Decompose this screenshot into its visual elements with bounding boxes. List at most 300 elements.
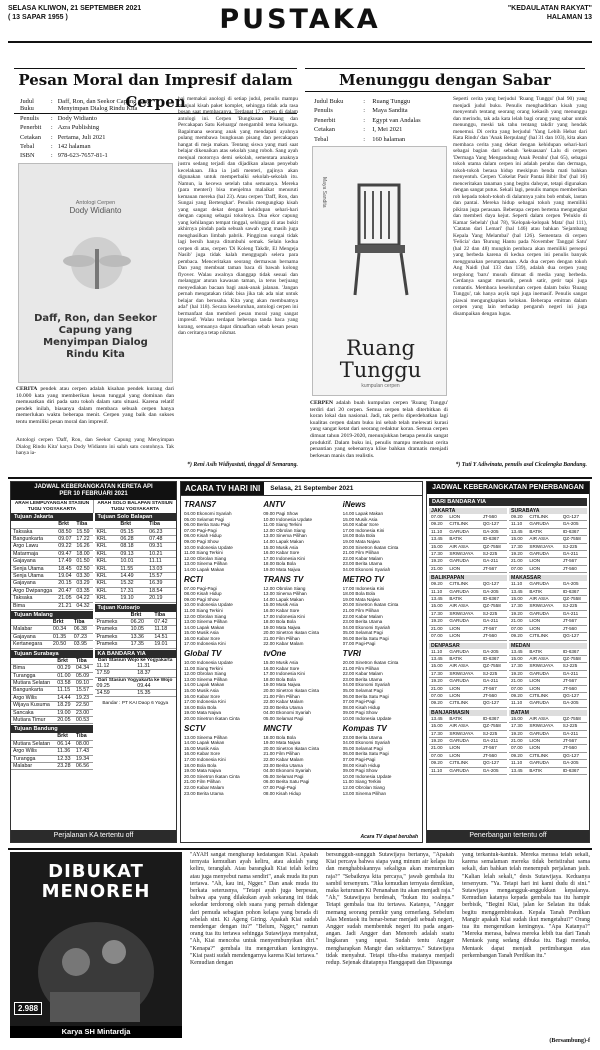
flight-cell: LION xyxy=(447,685,480,692)
sec-ka-bandara: KA BANDARA YIA xyxy=(95,650,177,658)
flight-cell: BATIK xyxy=(447,716,480,723)
table-cell: 20.05 xyxy=(55,716,74,723)
flight-cell: GARUDA xyxy=(527,610,560,617)
flight-row xyxy=(429,633,507,640)
flight-cell: QZ-7558 xyxy=(481,723,507,730)
flight-cell: 19.20 xyxy=(429,737,447,744)
table-cell: KRL xyxy=(95,528,119,535)
flight-cell: SRIWIJAYA xyxy=(447,670,480,677)
cover-series: Antologi Cerpen xyxy=(75,200,116,206)
table-cell: Prameks xyxy=(95,626,129,633)
flight-cell: SRIWIJAYA xyxy=(447,551,480,558)
table-cell: KRL xyxy=(95,587,119,594)
program-line: 09.00 Pagi Show xyxy=(263,511,299,516)
flight-row xyxy=(429,558,507,565)
table-cell: 18.37 xyxy=(135,670,176,677)
flight-table xyxy=(509,514,587,573)
flight-cell: 15.00 xyxy=(429,603,447,610)
station-lempuyangan: ARAH LEMPUYANGAN STASIUN TUGU YOGYAKARTA xyxy=(11,500,94,513)
flight-cell: JT-567 xyxy=(481,625,507,632)
flight-row xyxy=(429,716,507,723)
city-header: BALIKPAPAN xyxy=(429,575,507,581)
flight-cell: GA-205 xyxy=(561,581,587,588)
ka-from-2: Dari Stasiun Yogyakarta ke Wojo xyxy=(98,677,173,683)
meta-key: ISBN xyxy=(20,152,35,160)
table-cell: Argo Wilis xyxy=(11,694,55,701)
header-rule xyxy=(8,41,592,43)
channel-logo: TVRI xyxy=(342,649,361,659)
serial-col3: yang terkantuk-kantuk. Mereka merasa telah sekali, karena semalaman mereka tidak beristirahat sama sekali, dan bahkan telah menempuh perjalanan jauh. "Kalian lelah sekali," desis Sutawijaya. Keduanya tersenyum. "Ya. Tetapi hari ini kami dudu di sini." Sutawijaya mengangguk-anggukkan kepalanya. Kemudian katanya kepada gembala tua itu hampir berbisik, "Begini Kiai, jalan ke Selatan itu tidak begitu menggembirakan. Kepala Tanah Perdikan Mangir apakah Kiai sudah ikut mengetahui?" Orang tua itu mengerutkan keningnya. "Apa Katanya?" "Mereka merasa, bahwa mereka lebih tua dari Tanah Mentaok yang sedang dibuka itu. Bagi mereka, Mentaok dapat menjadi pertimbangan atas perkembangan Tanah Perdikan itu." xyxy=(462,852,590,959)
flight-cell: AIR ASIA xyxy=(527,655,560,662)
meta-value: Daff, Ron, dan Seekor Capung yang Menyimpan Dialog Rindu Kita xyxy=(57,98,151,113)
program-line: 12.00 Obrolan Siang xyxy=(263,585,306,591)
flight-row xyxy=(509,655,587,662)
flight-row xyxy=(429,678,507,685)
solo-block xyxy=(95,513,177,770)
flight-row xyxy=(509,543,587,550)
flight-cell: LION xyxy=(447,752,480,759)
program-line: 18.00 Bola Bola xyxy=(184,762,217,768)
program-line: 12.00 Obrolan Siang xyxy=(263,527,306,533)
table-cell: Gajayana xyxy=(11,558,56,565)
flight-cell: 13.45 xyxy=(509,649,527,656)
table-row xyxy=(11,755,93,762)
flight-cell: 13.45 xyxy=(429,716,447,723)
program-line: 20.00 Sinetron Ikatan Cinta xyxy=(263,630,320,636)
flight-cell: 11.10 xyxy=(509,700,527,707)
flight-cell: 21.00 xyxy=(509,618,527,625)
program-line: 15.00 Musik Asia xyxy=(184,688,219,694)
flight-cell: LION xyxy=(447,565,480,572)
section-rule xyxy=(8,477,592,479)
program-line: 09.00 Pagi Show xyxy=(342,768,378,774)
table-row xyxy=(95,683,177,690)
program-line: 16.00 Kabar Sore xyxy=(184,635,221,641)
program-line: 12.00 Obrolan Siang xyxy=(184,613,227,619)
cover-author: Dody Widianto xyxy=(69,206,122,215)
program-line: 13.00 Sinema Pilihan xyxy=(342,790,387,796)
table-cell: 10.21 xyxy=(147,550,176,557)
channel-logo: iNews xyxy=(342,500,366,509)
dragonfly-illustration xyxy=(19,223,173,313)
flight-cell: 17.30 xyxy=(509,603,527,610)
table-cell: 08.50 xyxy=(56,528,74,535)
flight-cell: 09.20 xyxy=(509,692,527,699)
flight-row xyxy=(509,588,587,595)
flight-row xyxy=(509,685,587,692)
flight-cell: CITILINK xyxy=(447,700,480,707)
tv-grid xyxy=(181,496,422,798)
flight-cell: 21.00 xyxy=(429,565,447,572)
flight-row xyxy=(429,521,507,528)
program-line: 18.00 Bola Bola xyxy=(263,676,296,682)
flight-cell: 11.10 xyxy=(429,649,447,656)
flight-cell: AIR ASIA xyxy=(447,663,480,670)
flight-cell: GARUDA xyxy=(447,649,480,656)
flight-cell: QG-127 xyxy=(561,752,587,759)
flight-row xyxy=(429,596,507,603)
flight-cell: CITILINK xyxy=(527,514,560,521)
flight-row xyxy=(509,625,587,632)
table-cell: 09.10 xyxy=(74,679,93,686)
flight-cell: BATIK xyxy=(447,596,480,603)
flight-cell: 19.20 xyxy=(429,618,447,625)
program-line: 13.00 Sinema Pilihan xyxy=(184,734,228,740)
table-row xyxy=(95,565,177,572)
sec-bandung: Tujuan Bandung xyxy=(11,725,93,733)
flight-cell: SJ-225 xyxy=(481,670,507,677)
flight-grid xyxy=(427,494,589,777)
program-line: 18.00 Bola Bola xyxy=(184,704,217,710)
program-line: 04.00 Ekonomi Syariah xyxy=(342,740,391,746)
table-cell: 15.32 xyxy=(118,580,147,587)
flight-cell: JT-567 xyxy=(561,558,587,565)
program-line: 16.00 Kabar Sore xyxy=(342,522,379,528)
flight-cell: GA-211 xyxy=(481,678,507,685)
flight-table xyxy=(509,716,587,775)
flight-row xyxy=(429,565,507,572)
channel-logo: MNCTV xyxy=(263,723,292,733)
program-line: 14.00 Lapak Makan xyxy=(342,511,384,516)
table-cell: 05.15 xyxy=(118,528,147,535)
flight-row xyxy=(509,678,587,685)
meta-key: Tebal xyxy=(314,135,329,143)
program-line: 09.00 Pagi Show xyxy=(184,538,219,544)
flight-row xyxy=(509,723,587,730)
table-cell: 14.59 xyxy=(95,689,136,696)
flight-cell: LION xyxy=(527,685,560,692)
channel-logo: TRANS TV xyxy=(263,574,304,584)
flight-row xyxy=(509,730,587,737)
program-line: 05.00 Selamat Pagi xyxy=(184,516,225,522)
table-cell: 03.58 xyxy=(55,679,74,686)
table-cell: 07.48 xyxy=(147,536,176,543)
table-header xyxy=(11,521,93,528)
flight-row xyxy=(429,528,507,535)
table-cell: 17.59 xyxy=(95,670,136,677)
table-cell: 11.31 xyxy=(135,663,176,670)
flight-cell: BATIK xyxy=(527,588,560,595)
flight-row xyxy=(429,730,507,737)
flight-row xyxy=(509,752,587,759)
program-line: 19.00 Mata Najwa xyxy=(342,538,380,544)
flight-cell: 15.00 xyxy=(429,723,447,730)
table-cell: 14.51 xyxy=(152,633,176,640)
program-line: 06.00 Berita Satu Pagi xyxy=(263,779,310,785)
table-cell: 09.47 xyxy=(56,550,74,557)
flight-row xyxy=(429,655,507,662)
flight-row xyxy=(429,685,507,692)
table-row xyxy=(11,687,93,694)
channel-logo: SCTV xyxy=(184,723,206,733)
flight-cell: JT-567 xyxy=(561,737,587,744)
flight-cell: JT-567 xyxy=(561,678,587,685)
table-cell: Prameks xyxy=(95,641,129,648)
flight-cell: 15.00 xyxy=(509,716,527,723)
program-line: 04.00 Ekonomi Syariah xyxy=(342,682,391,688)
table-row xyxy=(11,565,93,572)
table-cell: 11.36 xyxy=(55,748,74,755)
flight-cell: GA-211 xyxy=(561,551,587,558)
table-row xyxy=(95,626,177,633)
table-cell: 11.18 xyxy=(152,626,176,633)
flight-row xyxy=(509,649,587,656)
flight-cell: 09.20 xyxy=(509,514,527,521)
table-cell: 08.00 xyxy=(74,740,93,747)
flight-row xyxy=(509,663,587,670)
flight-cell: 17.30 xyxy=(429,730,447,737)
review1-title: Pesan Moral dan Impresif dalam Cerpen xyxy=(14,68,297,114)
table-cell: KRL xyxy=(95,558,119,565)
col-header: Brkt xyxy=(118,521,147,528)
flight-title: JADWAL KEBERANGKATAN PENERBANGAN xyxy=(427,482,589,494)
city-header: JAKARTA xyxy=(429,508,507,514)
cover-author: Maya Sandita xyxy=(321,177,327,208)
table-row xyxy=(11,709,93,716)
flight-cell: JT-560 xyxy=(481,514,507,521)
flight-row xyxy=(509,610,587,617)
flight-cell: ID-6367 xyxy=(481,596,507,603)
program-line: 11.00 Siang Terkini xyxy=(342,779,382,785)
flight-cell: SRIWIJAYA xyxy=(527,603,560,610)
flight-cell: LION xyxy=(527,678,560,685)
table-cell: 00.53 xyxy=(74,716,93,723)
flight-cell: 07.00 xyxy=(429,692,447,699)
review1-body: hai memakai anologi di setiap judul, penulis mampu menjual kisah paket komplet, sehingga tidak ada rasa bosan saat membacanya. Terdapat 17 cerpen di dalam antologi ini. Cerpen 'Bungkusan Pisang dan Percakapan Satu Keluarga' mengambil tema keluarga. Bagaimana seorang anak yang mendapati ayahnya pulang membawa bungkusan pisang dan percakapan hangat di meja makan. Tentang siswa yang mati saat belajar dikenaikan atas sekolah yang roboh. Sang ayah menjual motornya demi sekolah, sementara anaknya justru sedang terjadi dan dijadikan alasan penyebab kecelakaan. Jika ia jadi menteri, gajinya akan digunakan untuk memperbaiki sekolah-sekolah itu. Namun, ia kecewa setelah tahu semuanya. Mereka (para menteri) bisa menjelma malaikat menuruti kemauan mereka (hal 23). Atau cerpen 'Daff, Ron, dan Sungai yang Bertengkar'. Penulis mengungkap kisah yang sangat dekat dengan kehidupan sehari-hari dengan capung sebagai tokohnya. Dua ekor capung yang kehilangan tempat tinggal, sehingga di atas bukit akhirnya pindah pada sebuah sawah yang masih juga menghasilkan limbah pabrik. Pinggiran sungai tidak lagi bersih hanya ditumbuhi semak. Selain kedua cerpen di atas, cerpen 'Di Koleng Takdir, El Mengeja Nasib' juga tidak kalah menggugah selera para pembaca. Menceritakan seorang dermawan bernama Dan yang membuat taman baca di bawah kolong flyover. Walau awalnya dianggap tidak sesuai dan melanggar aturan kawasan taman, ia terus berjuang menyediakan bacaan bagi anak-anak jalanan. 'Jangan pernah mengatakan tidak bisa jika tak ada niat untuk belajar dan berusaha. Kita yang akan membuatnya ada!' (hal 118). Secara keseluruhan, antologi cerpen ini bermanfaat dan memberi pesan moral yang sangat impresif. Walau terdapat beberapa tanda baca yang kurang, semuanya dapat dimaafkan sebab kesan pesan dan ceritanya tetap nikmat. xyxy=(178,96,298,336)
channel-logo: tvOne xyxy=(263,649,286,659)
col-header xyxy=(11,521,56,528)
city-header: SURABAYA xyxy=(509,508,587,514)
program-line: 18.00 Bola Bola xyxy=(342,533,376,539)
flight-cell: GA-205 xyxy=(481,649,507,656)
meta-key: Cetakan xyxy=(20,133,41,141)
flight-cell: AIR ASIA xyxy=(527,716,560,723)
table-cell: 01.50 xyxy=(74,558,92,565)
program-line: 06.00 Berita Satu Pagi xyxy=(184,522,230,528)
table-cell: 19.04 xyxy=(56,573,74,580)
review2-caption xyxy=(310,400,448,472)
flight-columns xyxy=(429,506,587,775)
table-row xyxy=(11,536,93,543)
flight-row xyxy=(429,588,507,595)
flight-row xyxy=(429,723,507,730)
train-note: Bandar : PT KAI Daop 6 Yogya xyxy=(102,701,169,707)
table-cell: 19.10 xyxy=(118,595,147,602)
flight-row xyxy=(429,625,507,632)
flight-cell: QG-127 xyxy=(481,521,507,528)
table-cell: 22.50 xyxy=(74,702,93,709)
flight-cell: 17.30 xyxy=(429,610,447,617)
program-line: 05.00 Selamat Pagi xyxy=(263,716,304,721)
flight-cell: AIR ASIA xyxy=(447,543,480,550)
flight-cell: LION xyxy=(527,565,560,572)
program-line: 08.00 Kisah Hidup xyxy=(184,591,222,597)
channel-logo: METRO TV xyxy=(342,574,384,584)
episode-number: 2.988 xyxy=(14,1002,42,1015)
table-cell: 15.57 xyxy=(74,687,93,694)
program-line: 05.00 Selamat Pagi xyxy=(342,688,383,694)
serial-continued: (Bersambung)-f xyxy=(549,1038,590,1044)
program-line: 13.00 Sinema Pilihan xyxy=(184,619,228,625)
flight-cell: 07.00 xyxy=(509,685,527,692)
program-line: 11.00 Siang Terkini xyxy=(184,550,223,556)
flight-cell: 09.20 xyxy=(429,760,447,767)
program-line: 07.00 Pagi-Pagi xyxy=(342,699,376,705)
program-line: 05.00 Selamat Pagi xyxy=(342,745,383,751)
flight-cell: 17.30 xyxy=(429,551,447,558)
program-line: 13.00 Sinema Pilihan xyxy=(184,676,228,682)
program-line: 16.00 Kabar Sore xyxy=(184,693,221,699)
flight-cell: JT-560 xyxy=(561,565,587,572)
program-line: 12.00 Obrolan Siang xyxy=(184,671,227,677)
program-line: 07.00 Pagi-Pagi xyxy=(184,585,217,591)
flight-row xyxy=(429,603,507,610)
table-cell: 02.50 xyxy=(74,565,92,572)
flight-cell: CITILINK xyxy=(447,521,480,528)
table-row xyxy=(95,619,177,626)
flight-cell: BATIK xyxy=(447,536,480,543)
program-line: 17.00 Indonesia Kini xyxy=(184,756,226,762)
flight-cell: SJ-225 xyxy=(561,723,587,730)
program-line: 22.00 Kabar Malam xyxy=(342,671,383,677)
flight-cell: QG-127 xyxy=(481,581,507,588)
review2-title: Menunggu dengan Sabar xyxy=(305,68,585,92)
flight-cell: 11.10 xyxy=(509,581,527,588)
program-line: 17.00 Indonesia Kini xyxy=(263,555,305,561)
review2-signature: *) Tuti Y Adiwinata, penulis asal Cicalengka Bandung. xyxy=(455,462,587,468)
col-header: Brkt xyxy=(56,521,74,528)
ka-from: Dari Stasiun Wojo ke Yogyakarta xyxy=(98,657,173,663)
col-header: Tiba xyxy=(74,521,92,528)
table-row xyxy=(11,762,93,769)
cover-subtitle: kumpulan cerpen xyxy=(361,383,400,389)
flight-row xyxy=(509,692,587,699)
table-row xyxy=(11,602,93,609)
program-line: 14.00 Lapak Makan xyxy=(184,624,225,630)
city-header: MEDAN xyxy=(509,643,587,649)
program-line: 22.00 Kabar Malam xyxy=(263,756,304,762)
flight-cell: SRIWIJAYA xyxy=(527,723,560,730)
table-row xyxy=(11,740,93,747)
flight-cell: QZ-7558 xyxy=(561,655,587,662)
col-header: Tiba xyxy=(74,658,93,665)
program-line: 10.00 Indonesia Update xyxy=(184,660,233,666)
program-line: 22.00 Kabar Malam xyxy=(342,613,383,619)
program-line: 23.00 Berita Utama xyxy=(342,734,383,740)
table-cell: 13.36 xyxy=(129,633,153,640)
cover-title: Ruang Tunggu xyxy=(339,336,422,382)
flight-cell: ID-6367 xyxy=(481,716,507,723)
flight-cell: 19.20 xyxy=(509,610,527,617)
table-cell: 14.44 xyxy=(55,694,74,701)
table-cell: Matarmaja xyxy=(11,550,56,557)
flight-cell: LION xyxy=(447,633,480,640)
malang-table xyxy=(11,619,93,649)
col-header: Brkt xyxy=(51,619,72,626)
flight-cell: JT-560 xyxy=(561,625,587,632)
flight-cell: AIR ASIA xyxy=(447,603,480,610)
program-line: 20.00 Sinetron Ikatan Cinta xyxy=(342,660,399,666)
table-cell: 00.34 xyxy=(51,626,72,633)
flight-cell: LION xyxy=(447,514,480,521)
table-row xyxy=(95,670,177,677)
program-line: 20.00 Sinetron Ikatan Cinta xyxy=(263,688,320,694)
program-line: 11.00 Siang Terkini xyxy=(263,522,302,528)
date-line: SELASA KLIWON, 21 SEPTEMBER 2021 xyxy=(8,5,142,12)
flight-row xyxy=(429,752,507,759)
station-solo: ARAH SOLO BALAPAN STASIUN TUGU YOGYAKARTA xyxy=(97,501,173,512)
program-line: 04.00 Ekonomi Syariah xyxy=(342,566,391,572)
flight-table xyxy=(429,581,507,640)
program-line: 22.00 Kabar Malam xyxy=(263,641,304,647)
program-line: 18.00 Bola Bola xyxy=(263,619,296,625)
program-line: 15.00 Musik Asia xyxy=(263,602,299,608)
flight-cell: 07.00 xyxy=(509,745,527,752)
table-cell: Taksaka xyxy=(11,595,56,602)
flight-cell: GARUDA xyxy=(527,670,560,677)
flight-cell: GA-211 xyxy=(561,730,587,737)
table-row xyxy=(95,573,177,580)
table-row xyxy=(11,573,93,580)
flight-cell: SRIWIJAYA xyxy=(527,543,560,550)
flight-cell: CITILINK xyxy=(527,752,560,759)
flight-cell: 21.00 xyxy=(429,625,447,632)
table-row xyxy=(11,626,93,633)
table-cell: 01.00 xyxy=(55,672,74,679)
table-cell: 07.23 xyxy=(72,633,93,640)
program-line: 13.00 Sinema Pilihan xyxy=(184,561,228,567)
sec-malang: Tujuan Malang xyxy=(11,611,93,619)
table-row xyxy=(95,528,177,535)
tv-column xyxy=(184,498,260,796)
flight-cell: QZ-7558 xyxy=(481,663,507,670)
meta-value: 978-623-7657-81-1 xyxy=(57,152,108,160)
col-header xyxy=(11,733,55,740)
flight-row xyxy=(429,551,507,558)
flight-cell: ID-6367 xyxy=(561,528,587,535)
flight-cell: SRIWIJAYA xyxy=(447,610,480,617)
cover-title: Daff, Ron, dan Seekor Capung yang Menyimpan Dialog Rindu Kita xyxy=(34,313,157,360)
flight-cell: GARUDA xyxy=(527,521,560,528)
city-header: BATAM xyxy=(509,710,587,716)
flight-row xyxy=(509,521,587,528)
city-header: BANJARMASIN xyxy=(429,710,507,716)
flight-cell: CITILINK xyxy=(527,633,560,640)
ka-bandara-table xyxy=(95,663,177,678)
program-line: 17.00 Indonesia Kini xyxy=(263,671,305,677)
program-line: 06.00 Berita Satu Pagi xyxy=(342,693,389,699)
serial-col1: "AYAH sangat mengharap kedatangan Kiai. Apakah ternyata kemudian ayah keliru, atau akulah yang keliru, teranglah. Atau barangkali Kiai telah keliru atau juga menyebut nama sendiri", anak muda itu pun tertawa. "Ah, kau ini, Ngger." Dan anak muda itu berkata seterusnya, "Tetapi ayah juga berpesan, bahwa apa yang dilakukan ayah sekarang ini tidak sekedar terdorong oleh suara yang pernah didengar dari pemuda sebagian pohon kelapa yang berada di sebelah sini. Ki Ageng Giring. Apakah Kiai sudah mendengar dengan itu?" "Belum, Ngger," namun orang tua itu tertawa sehingga Sutawijaya menyahut, "Ah, Kiai mencoba untuk menyembunyikan diri." "Kenapa?" gembala itu mengerutkan keningnya. "Kiai pasti sudah mendengarnya karena Kiai tertawa." Kemudian dengan xyxy=(190,852,318,967)
program-line: 18.00 Bola Bola xyxy=(342,591,376,597)
train-title xyxy=(11,482,176,500)
page-number: HALAMAN 13 xyxy=(546,14,592,21)
meta-key: Tebal xyxy=(20,143,35,151)
kutoarjo-table xyxy=(95,612,177,649)
table-row xyxy=(95,536,177,543)
flight-section: DARI BANDARA YIA xyxy=(429,498,587,506)
table-cell: 07.42 xyxy=(152,619,176,626)
meta-key: Penulis xyxy=(314,107,333,115)
paper-name: "KEDAULATAN RAKYAT" xyxy=(507,5,592,12)
flight-cell: 15.00 xyxy=(429,543,447,550)
flight-cell: QG-127 xyxy=(561,692,587,699)
program-line: 23.00 Berita Utama xyxy=(263,762,303,768)
flight-row xyxy=(509,670,587,677)
col-header: Brkt xyxy=(129,612,153,619)
table-cell: 21.21 xyxy=(56,602,74,609)
table-cell: 16.26 xyxy=(74,543,92,550)
flight-footer: Penerbangan tertentu off xyxy=(427,830,589,842)
